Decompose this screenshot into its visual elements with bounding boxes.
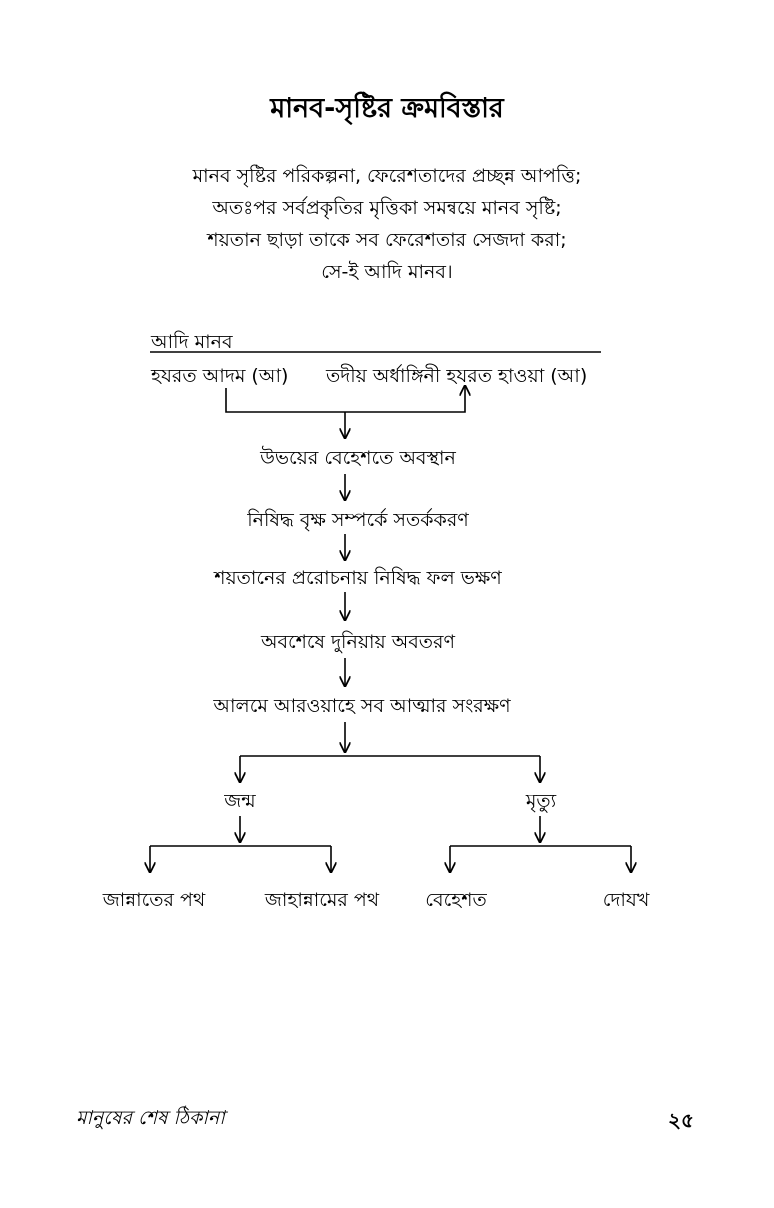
step-node: শয়তানের প্ররোচনায় নিষিদ্ধ ফল ভক্ষণ [214,567,502,589]
outcome-jannat-path: জান্নাতের পথ [102,889,206,911]
node-adam: হযরত আদম (আ) [151,365,289,387]
node-death: মৃত্যু [525,790,557,812]
diagram-header: আদি মানব [151,331,233,353]
intro-line: অতঃপর সর্বপ্রকৃতির মৃত্তিকা সমন্বয়ে মানব সৃষ্টি; [212,197,562,219]
intro-line: সে-ই আদি মানব। [321,261,453,283]
page-number: ২৫ [668,1108,694,1132]
page-title: মানব-সৃষ্টির ক্রমবিস্তার [270,93,504,124]
step-node: অবশেষে দুনিয়ায় অবতরণ [261,631,455,653]
step-node: নিষিদ্ধ বৃক্ষ সম্পর্কে সতর্ককরণ [247,509,469,531]
intro-paragraph [0,160,774,288]
intro-line: শয়তান ছাড়া তাকে সব ফেরেশতার সেজদা করা; [207,229,567,251]
outcome-behesht: বেহেশত [425,889,487,911]
node-hawa: তদীয় অর্ধাঙ্গিনী হযরত হাওয়া (আ) [326,365,588,387]
step-node: উভয়ের বেহেশতে অবস্থান [260,447,456,469]
footer-book-title: মানুষের শেষ ঠিকানা [76,1107,225,1129]
outcome-jahannam-path: জাহান্নামের পথ [264,889,380,911]
outcome-dozakh: দোযখ [602,889,650,911]
intro-line: মানব সৃষ্টির পরিকল্পনা, ফেরেশতাদের প্রচ্ছন্ন আপত্তি; [192,165,582,187]
step-node: আলমে আরওয়াহে সব আত্মার সংরক্ষণ [213,695,511,717]
node-birth: জন্ম [224,790,256,812]
